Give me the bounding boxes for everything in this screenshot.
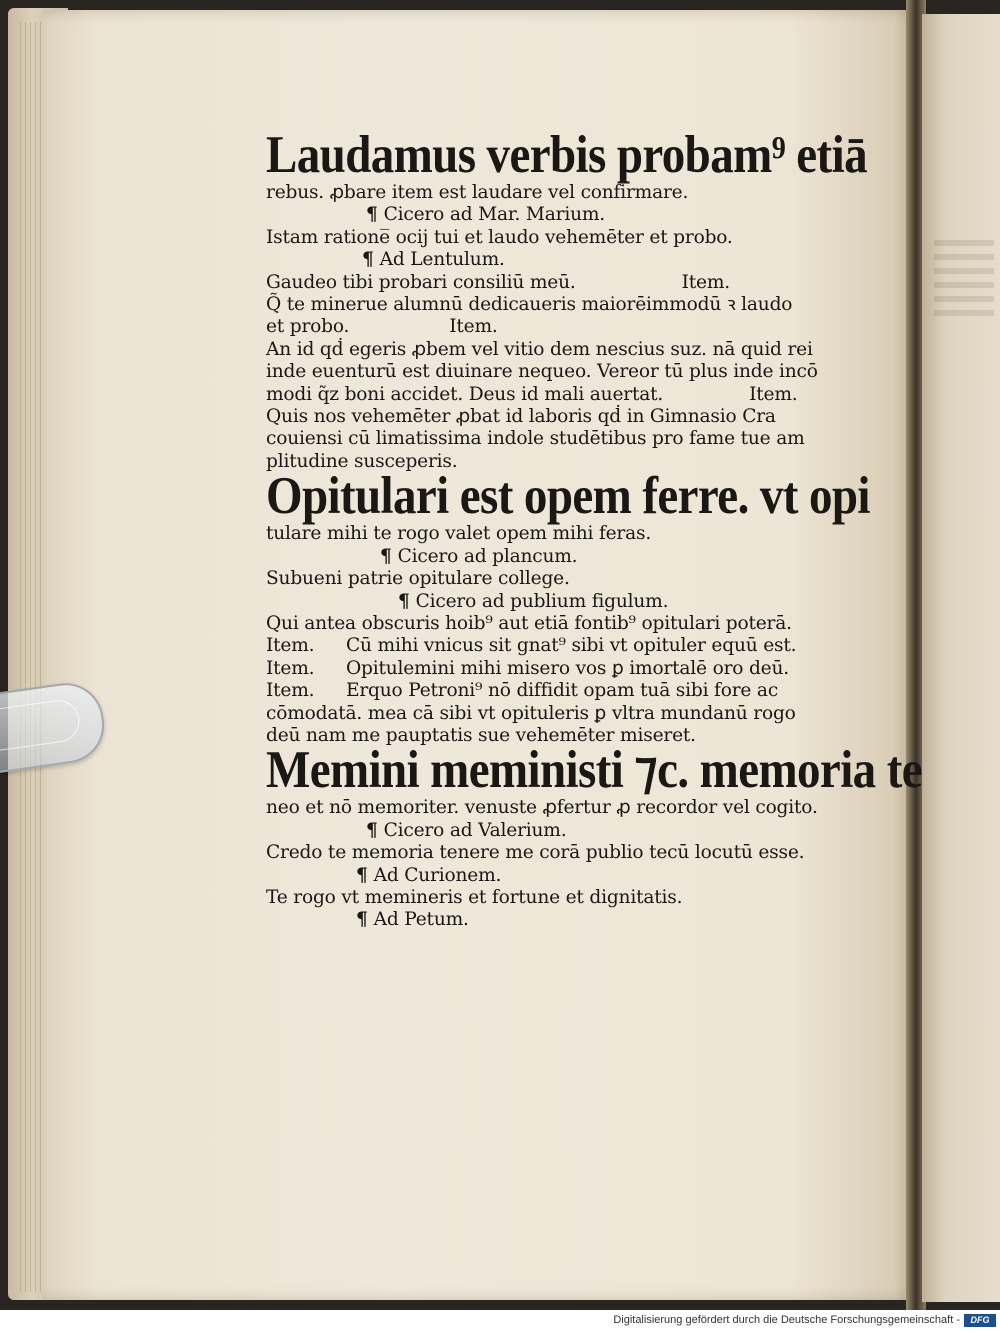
item-label: Item.	[749, 383, 798, 405]
line-text: Subueni patrie opitulare college.	[266, 568, 570, 590]
text-line	[266, 406, 846, 428]
line-text: Te rogo vt memineris et fortune et dignitatis.	[266, 886, 683, 908]
footer-bar	[0, 1310, 1000, 1332]
text-line	[266, 361, 846, 383]
facing-page	[922, 14, 1000, 1302]
text-line	[266, 909, 846, 931]
text-line	[266, 635, 846, 657]
text-line	[266, 523, 846, 545]
item-label: Item.	[266, 635, 315, 657]
line-text: rebus. ꝓbare item est laudare vel confirmare.	[266, 182, 689, 203]
pilcrow-mark: ¶	[380, 545, 392, 567]
line-text: deū nam me pauptatis sue vehemēter miseret.	[266, 724, 696, 746]
pilcrow-mark: ¶	[366, 819, 378, 841]
line-text: Ad Curionem.	[373, 864, 502, 886]
text-line	[266, 182, 846, 204]
line-text: Istam ratione̅ ocij tui et laudo vehemēter et probo.	[266, 226, 733, 248]
line-text: Erquo Petroni⁹ nō diffidit opam tuā sibi fore ac	[346, 680, 779, 702]
line-text: couiensi cū limatissima indole studētibus pro fame tue am	[266, 428, 805, 450]
text-line	[266, 703, 846, 725]
item-label: Item.	[449, 316, 498, 338]
pilcrow-mark: ¶	[356, 909, 368, 931]
text-line	[266, 294, 846, 316]
item-label: Item.	[266, 657, 315, 679]
text-line	[266, 842, 846, 864]
item-label: Item.	[266, 680, 315, 702]
text-line	[266, 741, 923, 800]
text-line	[266, 613, 846, 635]
line-text: An id qḋ egeris ꝓbem vel vitio dem nescius suz. nā quid rei	[266, 338, 813, 360]
line-text: Cicero ad Valerium.	[383, 819, 567, 841]
line-text: modi q̃z boni accidet. Deus id mali auertat.	[266, 383, 664, 405]
text-line	[266, 467, 870, 526]
line-text: tulare mihi te rogo valet opem mihi feras.	[266, 523, 652, 545]
line-text: Memini meministi ⁊c. memoria te	[266, 741, 923, 800]
line-text: Opitulemini mihi misero vos ꝑ imortalē oro deū.	[346, 657, 789, 679]
line-text: Cicero ad publium figulum.	[415, 590, 669, 612]
text-line	[266, 272, 846, 294]
text-line	[266, 887, 846, 909]
line-text: Cicero ad Mar. Marium.	[383, 204, 605, 226]
line-text: Qui antea obscuris hoib⁹ aut etiā fontib⁹ opitulari poterā.	[266, 612, 792, 634]
page-text	[266, 126, 923, 932]
text-line	[266, 384, 846, 406]
dfg-logo: DFG	[964, 1314, 996, 1327]
line-text: Laudamus verbis probam⁹ etiā	[266, 126, 867, 185]
text-line	[266, 316, 846, 338]
footer-credit: Digitalisierung gefördert durch die Deutsche Forschungsgemeinschaft -	[613, 1314, 960, 1326]
line-text: plitudine susceperis.	[266, 450, 458, 472]
text-line	[266, 249, 846, 271]
text-line	[266, 339, 846, 361]
pilcrow-mark: ¶	[356, 864, 368, 886]
plastic-clip-inner	[0, 698, 82, 751]
text-line	[266, 658, 846, 680]
text-line	[266, 820, 846, 842]
line-text: Ad Lentulum.	[379, 249, 505, 271]
line-text: et probo.	[266, 316, 350, 338]
facing-page-bleed	[934, 240, 994, 320]
text-line	[266, 428, 846, 450]
line-text: Cicero ad plancum.	[397, 545, 578, 567]
text-line	[266, 797, 846, 819]
line-text: Q̃ te minerue alumnū dedicaueris maiorēimmodū ꝛ laudo	[266, 294, 793, 316]
line-text: Cū mihi vnicus sit gnat⁹ sibi vt opituler equū est.	[346, 635, 797, 657]
line-text: Opitulari est opem ferre. vt opi	[266, 467, 870, 526]
pilcrow-mark: ¶	[362, 249, 374, 271]
text-line	[266, 546, 846, 568]
line-text: inde euenturū est diuinare nequeo. Vereor tū plus inde incō	[266, 361, 818, 383]
text-line	[266, 204, 846, 226]
text-line	[266, 126, 867, 185]
line-text: cōmodatā. mea cā sibi vt opituleris ꝑ vltra mundanū rogo	[266, 702, 796, 724]
text-line	[266, 568, 846, 590]
text-line	[266, 591, 846, 613]
item-label: Item.	[681, 271, 730, 293]
text-line	[266, 227, 846, 249]
line-text: Credo te memoria tenere me corā publio tecū locutū esse.	[266, 842, 805, 864]
line-text: Quis nos vehemēter ꝓbat id laboris qḋ in Gimnasio Cra	[266, 406, 776, 428]
line-text: neo et nō memoriter. venuste ꝓfertur ꝓ recordor vel cogito.	[266, 797, 818, 819]
text-line	[266, 865, 846, 887]
pilcrow-mark: ¶	[366, 204, 378, 226]
pilcrow-mark: ¶	[398, 590, 410, 612]
line-text: Ad Petum.	[373, 909, 469, 931]
line-text: Gaudeo tibi probari consiliū meū.	[266, 271, 576, 293]
text-line	[266, 680, 846, 702]
